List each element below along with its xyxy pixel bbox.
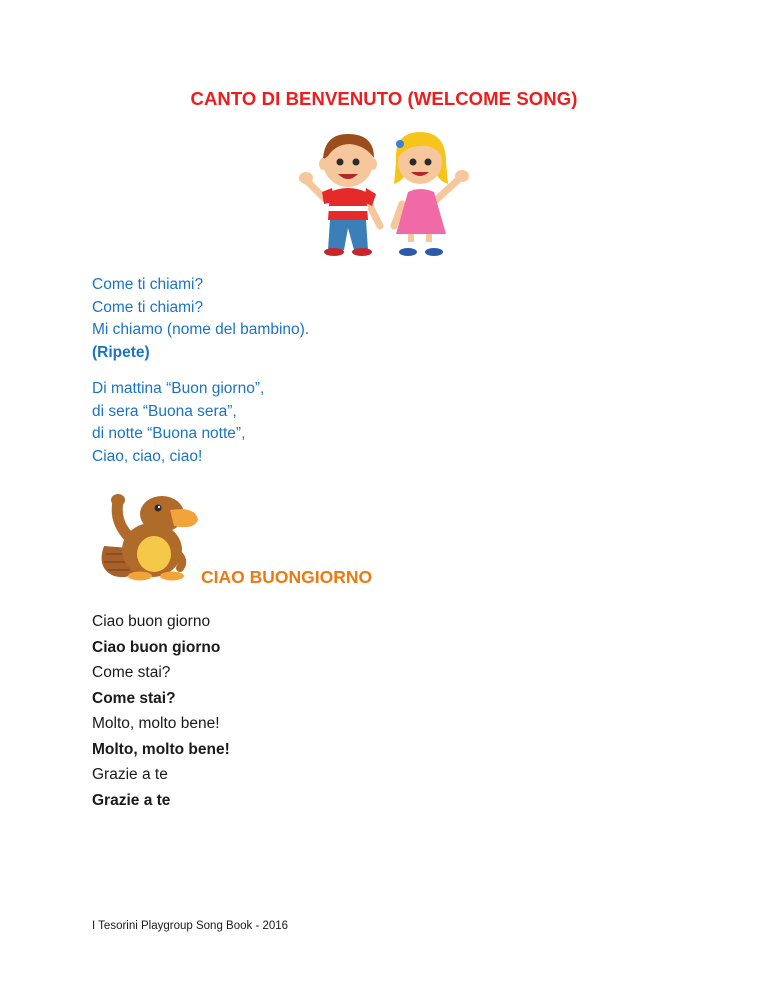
verse-line: Ciao, ciao, ciao! — [92, 447, 203, 465]
verse-come-ti-chiami — [92, 274, 309, 364]
boy-figure — [299, 134, 380, 256]
verse-line: Come ti chiami? — [92, 298, 204, 316]
song-line-response: Ciao buon giorno — [92, 638, 221, 656]
verse-line: di notte “Buona notte”, — [92, 425, 246, 442]
girl-figure — [394, 132, 469, 256]
song-line: Grazie a te — [92, 766, 168, 783]
repeat-note: (Ripete) — [92, 343, 150, 361]
song-line-response: Come stai? — [92, 689, 176, 707]
song-line: Molto, molto bene! — [92, 715, 220, 732]
children-waving-image — [296, 122, 476, 258]
verse-greetings — [92, 378, 264, 468]
verse-line: Come ti chiami? — [92, 276, 204, 293]
song-line-response: Grazie a te — [92, 791, 171, 809]
platypus-image — [96, 488, 200, 582]
page-title: CANTO DI BENVENUTO (WELCOME SONG) — [190, 88, 578, 109]
song-line: Come stai? — [92, 664, 171, 681]
verse-line: di sera “Buona sera”, — [92, 402, 237, 420]
song-line-response: Molto, molto bene! — [92, 740, 230, 758]
section-title-ciao-buongiorno: CIAO BUONGIORNO — [201, 567, 373, 587]
song-ciao-buongiorno — [92, 609, 230, 813]
song-line: Ciao buon giorno — [92, 613, 211, 630]
verse-line: Di mattina “Buon giorno”, — [92, 380, 265, 397]
verse-line: Mi chiamo (nome del bambino). — [92, 321, 310, 338]
page-footer: I Tesorini Playgroup Song Book - 2016 — [92, 920, 289, 932]
